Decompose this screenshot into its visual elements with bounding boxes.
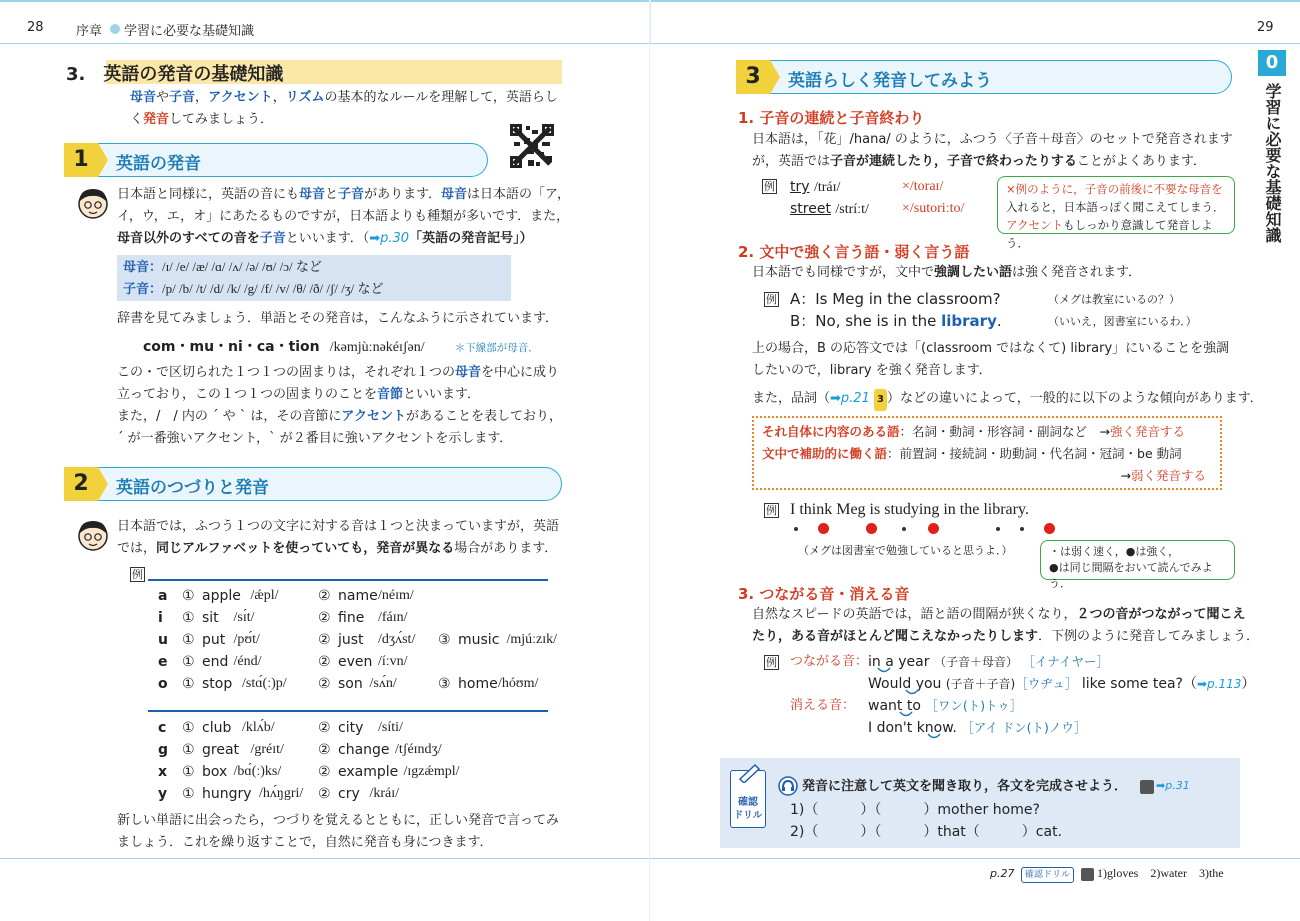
- chapter-tab-title[interactable]: 学習に必要な基礎知識: [1263, 83, 1282, 243]
- s2-line-3: 新しい単語に出会ったら，つづりを覚えるとともに，正しい発音で言ってみ: [117, 813, 560, 828]
- rhythm-weak-dot: [1020, 527, 1024, 531]
- r-p3-line-2: したいので，library を強く発音します．: [752, 363, 992, 378]
- r-p1-line-2: が，英語では子音が連続したり，子音で終わったりすることがよくあります．: [752, 154, 1206, 169]
- intro-line-2: く発音してみましょう．: [130, 112, 274, 127]
- ex1-wrong-1: ×/toraɪ/: [902, 179, 944, 194]
- s1-line-7: また，/ / 内の ˊ や ˋ は，その音節にアクセントがあることを表しており，: [117, 409, 563, 424]
- r-p6-line: たり，ある音がほとんど聞こえなかったりします．下例のように発音してみましょう．: [752, 629, 1260, 644]
- section-2-title: 英語のつづりと発音: [116, 478, 269, 498]
- s1-line-1: 日本語と同様に，英語の音にも母音と子音があります．母音は日本語の「ア，: [117, 187, 571, 202]
- headphones-icon[interactable]: [778, 776, 798, 796]
- rhythm-strong-dot: [818, 523, 829, 534]
- header-chapter: 序章: [76, 24, 103, 39]
- s1-line-8: ˊ が一番強いアクセント，ˋ が２番目に強いアクセントを示します．: [117, 431, 513, 446]
- linking-row-1: in a year （子音＋母音） ［イナイヤー］: [868, 654, 1110, 670]
- spell-divider-top: [148, 579, 548, 581]
- ex3-jp: （メグは図書室で勉強していると思うよ．）: [798, 544, 1013, 557]
- spelling-table: a ① apple /ǽpl/ ② name /néɪm/ i ① sit /sɪ́t/ ② fine /fáɪn/ u ① put /pʊ́t/ ② just /dʒʌ́st/ ③ music /mjúːzɪk/ e ① end /énd/ ② even /íːvn/ o ① stop /stɑ́(ː)p/ ② son /sʌ́n/ ③ home /hóʊm/ c ① club /klʌ́b/ ② city /síti/ g ① great /gréɪt/ ② change /tʃéɪndʒ/ x ① box /bɑ́(ː)ks/ ② example /ɪgzǽmpl/ y ① hungry /hʌ́ŋgri/ ② cry /kráɪ/: [158, 588, 558, 802]
- s2-line-2: では，同じアルファベットを使っていても，発音が異なる場合があります．: [117, 541, 558, 556]
- r-p4-line: また，品詞（➡p.21 3 ）などの違いによって，一般的に以下のような傾向があります．: [752, 388, 1263, 411]
- ex2-b: B：No, she is in the library.: [790, 312, 1002, 330]
- section-2-header: [64, 467, 562, 501]
- ex1-row-1: try /tráɪ/: [790, 179, 841, 195]
- section-3-number: 3: [736, 60, 770, 94]
- s1-line-6: 立っており，この１つ１つの固まりのことを音節といいます．: [117, 387, 480, 402]
- r-p5-line: 自然なスピードの英語では，語と語の間隔が狭くなり，２つの音がつながって聞こえ: [752, 607, 1246, 622]
- drill-item-2: 2)（ ）（ ）that（ ）cat.: [790, 824, 1063, 840]
- right-header: [650, 0, 1300, 44]
- note-box-2: ・は弱く速く，●は強く， ●は同じ間隔をおいて読んでみよう．: [1040, 540, 1235, 580]
- subhead-1: 1. 子音の連続と子音終わり: [738, 109, 925, 127]
- ex2-a-jp: （メグは教室にいるの？）: [1048, 293, 1180, 306]
- left-header: [0, 0, 650, 44]
- s1-line-2: イ，ウ，エ，オ」にあたるものですが，日本語よりも種類が多いです．また，: [117, 209, 570, 224]
- rhythm-weak-dot: [794, 527, 798, 531]
- s2-line-4: ましょう．これを繰り返すことで，自然に発音も身につきます．: [117, 835, 493, 850]
- r-p2-line: 日本語でも同様ですが，文中で強調したい語は強く発音されます．: [752, 265, 1141, 280]
- answer-icon: [1081, 868, 1094, 881]
- note-box-1: ×例のように，子音の前後に不要な母音を 入れると，日本語っぽく聞こえてしまう． アクセントもしっかり意識して発音しよう．: [997, 176, 1235, 234]
- page-gutter: [649, 0, 650, 921]
- rhythm-strong-dot: [866, 523, 877, 534]
- s2-line-1: 日本語では，ふつう１つの文字に対する音は１つと決まっていますが，英語: [117, 519, 560, 534]
- section-1-header: [64, 143, 488, 177]
- elision-row-2: I don't know. ［アイ ドン(ト)ノウ］: [868, 720, 1087, 736]
- subhead-2: 2. 文中で強く言う語・弱く言う語: [738, 243, 970, 261]
- footer-answer: p.27 確認ドリル 1)gloves 2)water 3)the: [990, 862, 1224, 885]
- student-face-icon: [76, 518, 110, 552]
- phoneme-box: 母音：/ɪ/ /e/ /æ/ /ɑ/ /ʌ/ /ə/ /ʊ/ /ɔ/ など 子音：/p/ /b/ /t/ /d/ /k/ /g/ /f/ /v/ /θ/ /ð/ /ʃ/ /ʒ/ など: [117, 255, 511, 301]
- section-2-number: 2: [64, 467, 98, 501]
- pencil-icon: [737, 763, 763, 783]
- s1-line-5: この・で区切られた１つ１つの固まりは，それぞれ１つの母音を中心に成り: [117, 365, 560, 380]
- left-page-number: 28: [27, 20, 44, 35]
- drill-ref[interactable]: ➡p.31: [1156, 779, 1190, 792]
- subhead-3: 3. つながる音・消える音: [738, 585, 910, 603]
- section-3-title: 英語らしく発音してみよう: [788, 71, 992, 91]
- main-title-bar: [62, 60, 562, 84]
- ex2-b-jp: （いいえ，図書室にいるわ．）: [1048, 315, 1197, 328]
- r-p1-line-1: 日本語は，「花」/hana/ のように，ふつう〈子音＋母音〉のセットで発音されます: [752, 132, 1233, 147]
- footer-drill-badge: 確認ドリル: [1021, 867, 1074, 883]
- section-1-number: 1: [64, 143, 98, 177]
- chapter-tab-number[interactable]: 0: [1258, 50, 1286, 76]
- rhythm-weak-dot: [902, 527, 906, 531]
- drill-item-1: 1)（ ）（ ）mother home?: [790, 802, 1040, 818]
- example-mark: 例: [764, 180, 775, 193]
- intro-line-1: 母音や子音，アクセント，リズムの基本的なルールを理解して，英語らし: [130, 90, 558, 105]
- rhythm-strong-dot: [1044, 523, 1055, 534]
- linking-row-2: Would you (子音＋子音)［ウヂュ］ like some tea?（➡p.113）: [868, 676, 1256, 692]
- check-drill-box: [720, 758, 1240, 848]
- drill-badge: 確認 ドリル: [730, 770, 766, 828]
- left-footer-divider: [0, 858, 650, 859]
- tendency-box: それ自体に内容のある語：名詞・動詞・形容詞・副詞など →強く発音する 文中で補助的に働く語：前置詞・接続詞・助動詞・代名詞・冠詞・be 動詞 →弱く発音する: [752, 416, 1222, 490]
- linking-label: つながる音：: [790, 654, 869, 669]
- section-1-title: 英語の発音: [116, 154, 201, 174]
- rhythm-strong-dot: [928, 523, 939, 534]
- linking-arcs: [868, 665, 948, 739]
- example-mark: 例: [132, 568, 143, 581]
- s1-line-3: 母音以外のすべての音を子音といいます．（➡p.30「英語の発音記号」）: [117, 231, 533, 246]
- rhythm-weak-dot: [996, 527, 1000, 531]
- answer-icon: [1140, 780, 1154, 794]
- ex2-a: A：Is Meg in the classroom?: [790, 290, 1001, 308]
- r-p3-line-1: 上の場合，B の応答文では「(classroom ではなくて) library」にいることを強調: [752, 341, 1230, 356]
- footer-divider: [650, 858, 1300, 859]
- ex3-sentence: I think Meg is studying in the library.: [790, 501, 1029, 518]
- main-title: 3. 英語の発音の基礎知識: [66, 64, 284, 85]
- ex1-row-2: street /stríːt/: [790, 201, 869, 217]
- example-mark: 例: [766, 293, 777, 306]
- dict-example: com・mu・ni・ca・tion /kəmjùːnəkéɪʃən/ ＊下線部が母音．: [143, 339, 539, 355]
- elision-row-1: want to ［ワン(ト)トゥ］: [868, 698, 1023, 714]
- header-dot: [110, 24, 120, 34]
- header-title: 学習に必要な基礎知識: [124, 24, 255, 39]
- elision-label: 消える音：: [790, 698, 856, 713]
- student-face-icon: [76, 186, 110, 220]
- qr-code-icon[interactable]: [510, 124, 554, 168]
- drill-question: 発音に注意して英文を聞き取り，各文を完成させよう．: [802, 779, 1128, 794]
- ex1-wrong-2: ×/sutoriːto/: [902, 201, 965, 216]
- s1-line-4: 辞書を見てみましょう．単語とその発音は，こんなふうに示されています．: [117, 311, 558, 326]
- right-page-number: 29: [1257, 20, 1274, 35]
- example-mark: 例: [766, 504, 777, 517]
- example-mark: 例: [766, 656, 777, 669]
- section-3-header: [736, 60, 1232, 94]
